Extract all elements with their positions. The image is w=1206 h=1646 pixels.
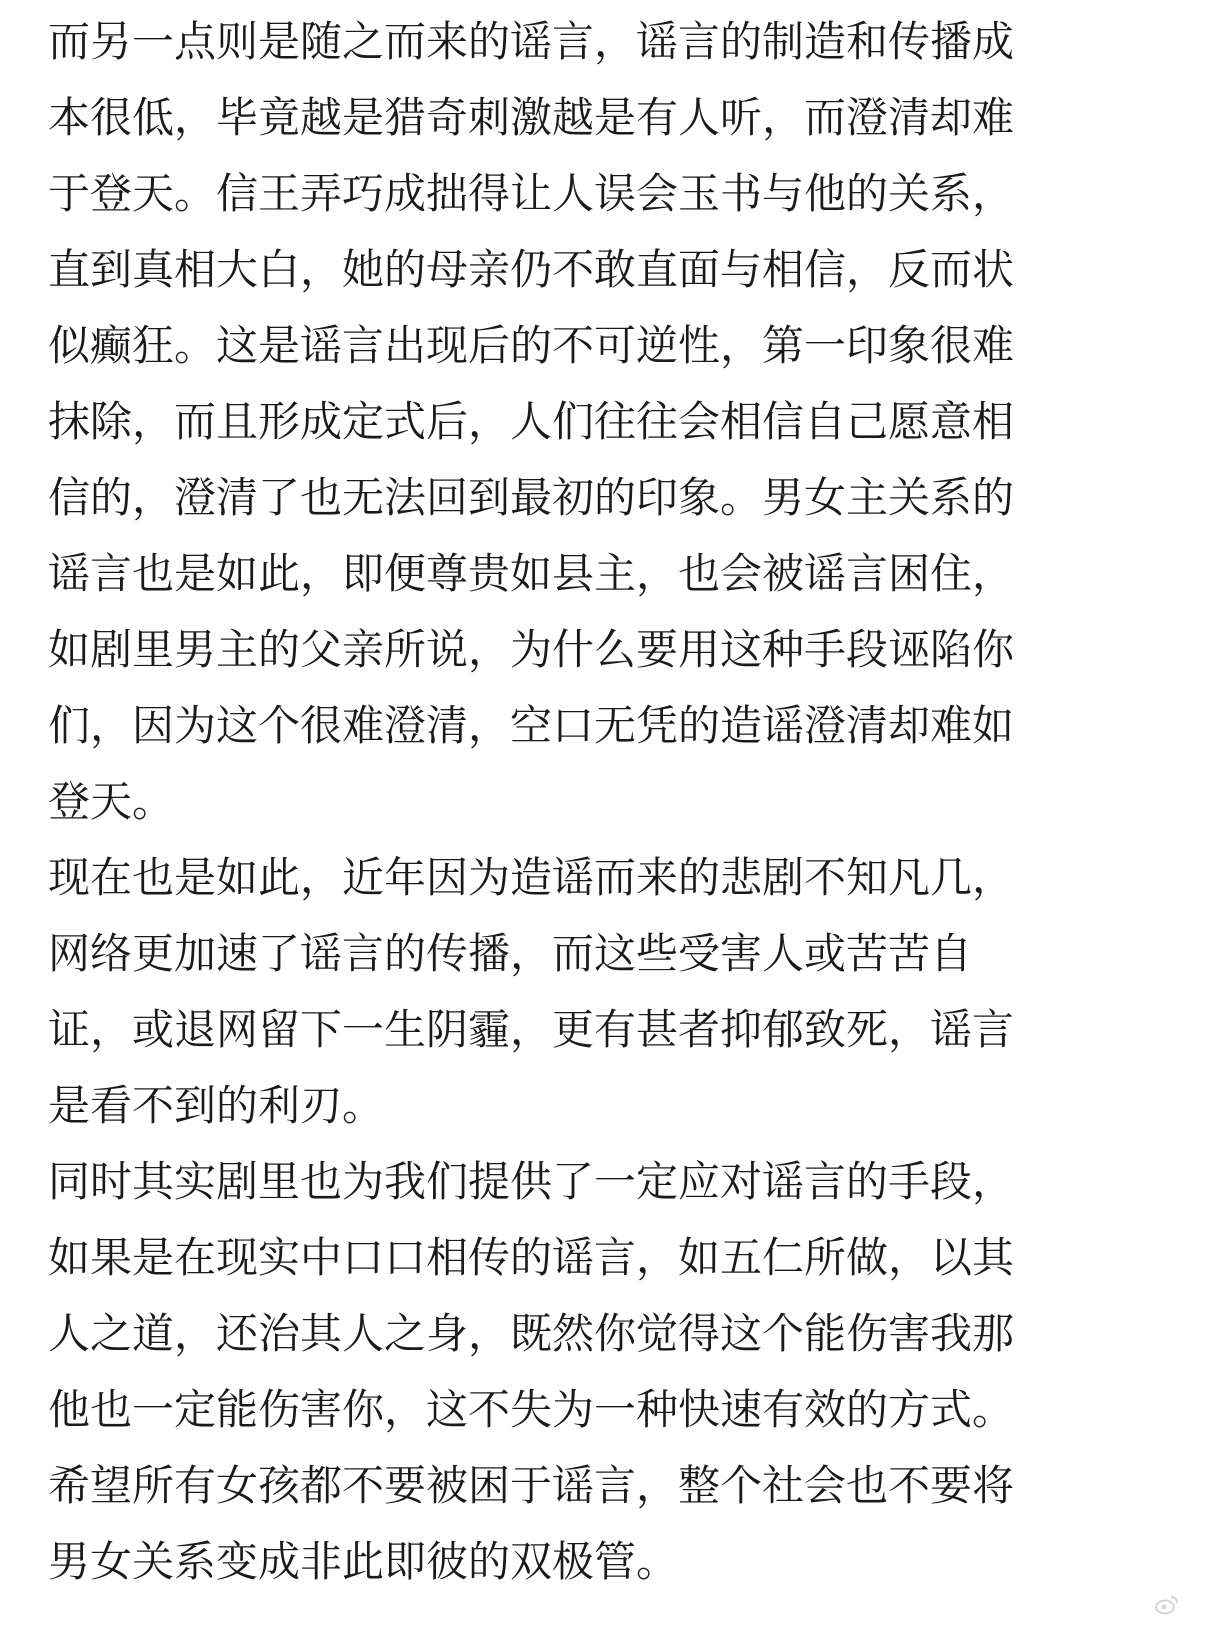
watermark — [1154, 1594, 1180, 1616]
text-line: 他也一定能伤害你，这不失为一种快速有效的方式。 — [48, 1385, 1015, 1434]
text-line: 本很低，毕竟越是猎奇刺激越是有人听，而澄清却难 — [48, 93, 1015, 142]
article-body — [48, 0, 1168, 1600]
text-line: 而另一点则是随之而来的谣言，谣言的制造和传播成 — [48, 17, 1015, 66]
weibo-logo-icon — [1154, 1594, 1180, 1616]
text-line: 如果是在现实中口口相传的谣言，如五仁所做，以其 — [48, 1233, 1015, 1282]
text-line: 于登天。信王弄巧成拙得让人误会玉书与他的关系， — [48, 169, 1015, 218]
text-line: 直到真相大白，她的母亲仍不敢直面与相信，反而状 — [48, 245, 1015, 294]
text-line: 抹除，而且形成定式后，人们往往会相信自己愿意相 — [48, 397, 1015, 446]
text-line: 似癫狂。这是谣言出现后的不可逆性，第一印象很难 — [48, 321, 1015, 370]
text-line: 如剧里男主的父亲所说，为什么要用这种手段诬陷你 — [48, 625, 1015, 674]
text-line: 证，或退网留下一生阴霾，更有甚者抑郁致死，谣言 — [48, 1005, 1015, 1054]
text-line: 是看不到的利刃。 — [48, 1081, 385, 1130]
text-line: 希望所有女孩都不要被困于谣言，整个社会也不要将 — [48, 1461, 1015, 1510]
text-line: 信的，澄清了也无法回到最初的印象。男女主关系的 — [48, 473, 1015, 522]
text-line: 人之道，还治其人之身，既然你觉得这个能伤害我那 — [48, 1309, 1015, 1358]
text-line: 们，因为这个很难澄清，空口无凭的造谣澄清却难如 — [48, 701, 1015, 750]
text-line: 登天。 — [48, 777, 175, 826]
text-line: 现在也是如此，近年因为造谣而来的悲剧不知凡几， — [48, 853, 1015, 902]
text-line: 男女关系变成非此即彼的双极管。 — [48, 1537, 679, 1586]
text-line: 谣言也是如此，即便尊贵如县主，也会被谣言困住， — [48, 549, 1015, 598]
text-line: 网络更加速了谣言的传播，而这些受害人或苦苦自 — [48, 929, 973, 978]
text-line: 同时其实剧里也为我们提供了一定应对谣言的手段， — [48, 1157, 1015, 1206]
